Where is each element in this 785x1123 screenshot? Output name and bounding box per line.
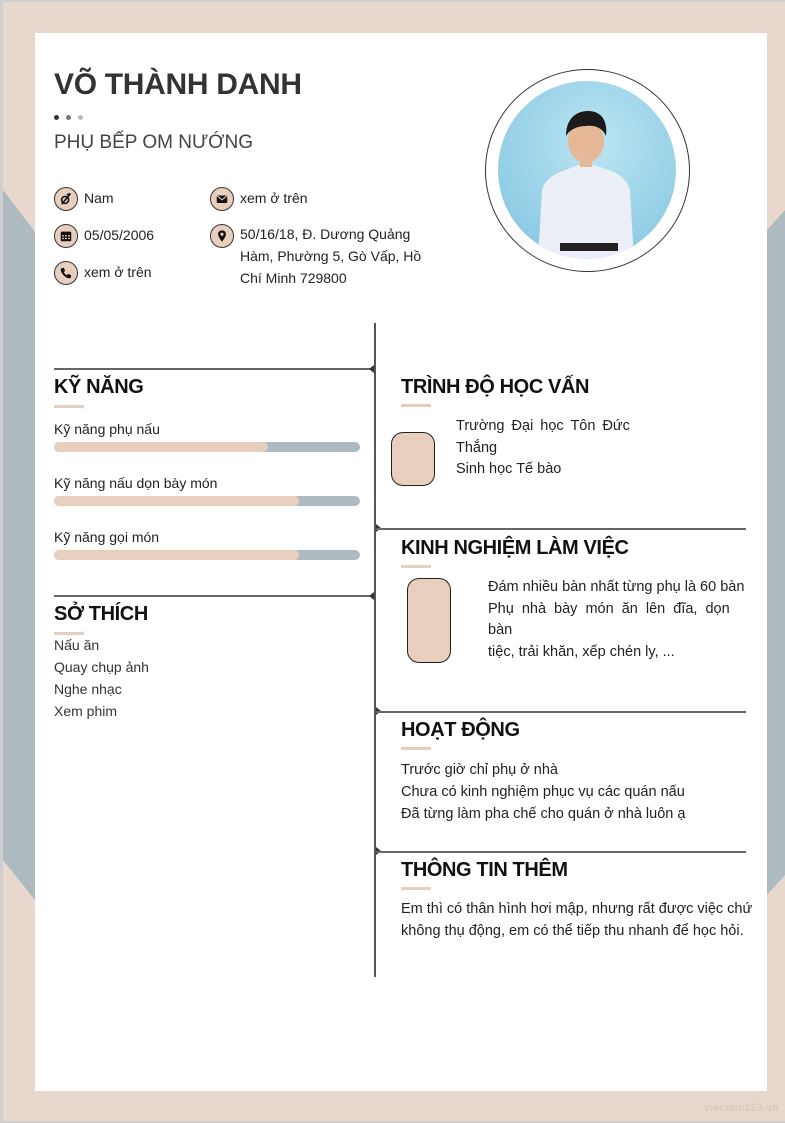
decor-band-right — [767, 210, 785, 895]
list-item: Trước giờ chỉ phụ ở nhà — [401, 762, 558, 778]
contact-phone — [54, 261, 152, 285]
map-pin-icon — [210, 224, 234, 248]
gender-value: Nam — [84, 190, 114, 206]
contact-birthday — [54, 224, 154, 248]
phone-icon — [54, 261, 78, 285]
skill-bar-fill — [54, 550, 299, 560]
skill-label: Kỹ năng nấu dọn bày món — [54, 475, 218, 491]
job-title: PHỤ BẾP OM NƯỚNG — [54, 132, 253, 153]
list-item: Nấu ăn — [54, 637, 100, 653]
experience-marker — [407, 578, 451, 663]
activities-heading: HOẠT ĐỘNG — [401, 719, 520, 741]
list-item: Đã từng làm pha chế cho quán ở nhà luôn ạ — [401, 806, 686, 822]
activities-list — [401, 759, 685, 825]
education-heading: TRÌNH ĐỘ HỌC VẤN — [401, 376, 590, 398]
hobbies-list — [54, 634, 149, 722]
list-item: Quay chụp ảnh — [54, 659, 149, 675]
divider-skills — [54, 368, 374, 370]
divider-hobbies — [54, 595, 374, 597]
contact-email — [210, 187, 308, 211]
heading-accent — [401, 747, 431, 750]
page-edge — [0, 0, 3, 1123]
dot — [66, 115, 71, 120]
skill-bar — [54, 550, 360, 560]
divider-additional — [376, 851, 746, 853]
email-value: xem ở trên — [240, 190, 308, 206]
divider-activities — [376, 711, 746, 713]
skill-bar-fill — [54, 496, 299, 506]
decor-band-left — [3, 190, 35, 900]
list-item: Xem phim — [54, 703, 118, 719]
timeline-vertical-line — [374, 323, 376, 977]
envelope-icon — [210, 187, 234, 211]
watermark: vieclam123.vn — [704, 1102, 779, 1114]
calendar-icon — [54, 224, 78, 248]
skills-heading: KỸ NĂNG — [54, 376, 144, 398]
list-item: Nghe nhạc — [54, 681, 122, 697]
school-name-cont: Thắng — [456, 439, 498, 456]
skill-bar — [54, 496, 360, 506]
avatar-photo — [498, 81, 676, 259]
hobbies-heading: SỞ THÍCH — [54, 603, 148, 625]
arrow-marker — [369, 592, 374, 600]
skill-label: Kỹ năng gọi món — [54, 529, 160, 545]
heading-accent — [401, 887, 431, 890]
candidate-name: VÕ THÀNH DANH — [54, 68, 302, 101]
list-item: Chưa có kinh nghiệm phục vụ các quán nấu — [401, 784, 685, 800]
experience-heading: KINH NGHIỆM LÀM VIỆC — [401, 537, 629, 559]
dot — [54, 115, 59, 120]
school-name: Trường Đại học Tôn Đức — [456, 418, 630, 434]
phone-value: xem ở trên — [84, 264, 152, 280]
address-value: 50/16/18, Đ. Dương Quảng Hàm, Phường 5, Gò Vấp, Hồ Chí Minh 729800 — [240, 226, 422, 286]
education-marker — [391, 432, 435, 486]
avatar — [498, 81, 676, 259]
major: Sinh học Tế bào — [456, 461, 562, 477]
heading-accent — [401, 404, 431, 407]
contact-gender — [54, 187, 114, 211]
additional-heading: THÔNG TIN THÊM — [401, 859, 568, 881]
skill-label: Kỹ năng phụ nấu — [54, 421, 160, 437]
contact-address — [210, 223, 421, 289]
skill-bar-fill — [54, 442, 268, 452]
skill-bar — [54, 442, 360, 452]
dot — [78, 115, 83, 120]
gender-icon — [54, 187, 78, 211]
additional-details: Em thì có thân hình hơi mập, nhưng rất được việc chứ không thụ động, em có thể tiếp thu nhanh để học hỏi. — [401, 901, 753, 939]
arrow-marker — [369, 365, 374, 373]
decor-dots — [54, 115, 83, 120]
experience-details: Đám nhiều bàn nhất từng phụ là 60 bàn Phụ nhà bày món ăn lên đĩa, dọn bàn tiệc, trải khăn, xếp chén ly, ... — [488, 579, 745, 660]
birthday-value: 05/05/2006 — [84, 227, 155, 243]
education-details — [456, 416, 630, 481]
divider-experience — [376, 528, 746, 530]
heading-accent — [54, 405, 84, 408]
heading-accent — [401, 565, 431, 568]
